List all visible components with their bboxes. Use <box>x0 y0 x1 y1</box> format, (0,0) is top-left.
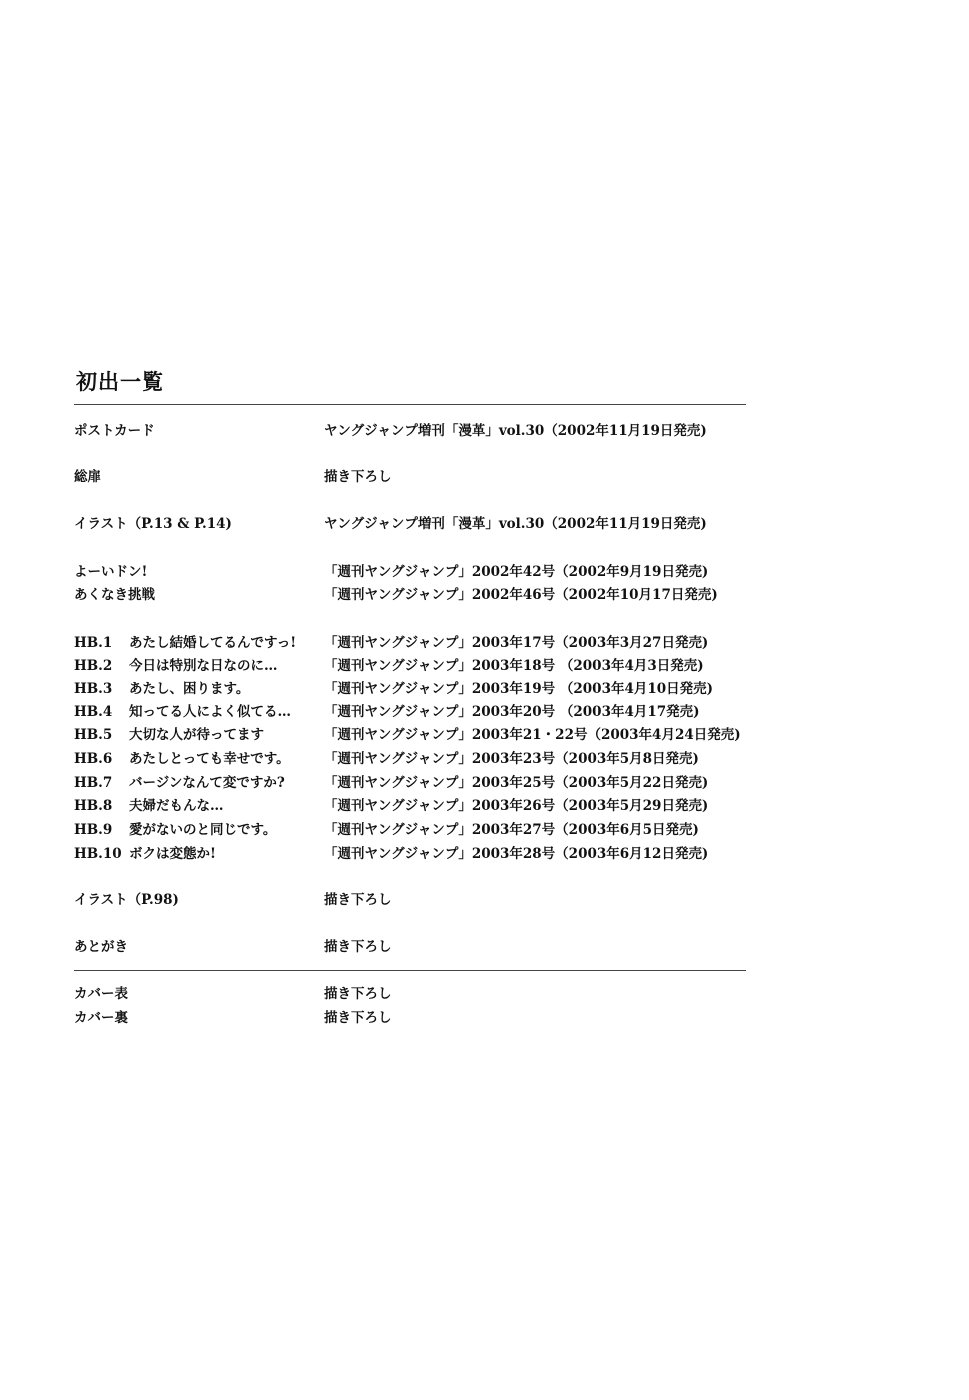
hb-row <box>0 772 969 794</box>
entry-label: カバー裏 <box>74 1010 128 1026</box>
hb-title: 夫婦だもんな… <box>129 798 224 814</box>
entry-label: あとがき <box>74 939 128 955</box>
hb-number: HB.10 <box>74 846 122 862</box>
entry-illust-p98 <box>0 889 969 911</box>
hb-row <box>0 724 969 746</box>
hb-source: 「週刊ヤングジャンプ」2003年20号 （2003年4月17発売) <box>324 704 700 720</box>
entry-sotobira <box>0 466 969 488</box>
entry-source: 「週刊ヤングジャンプ」2002年42号（2002年9月19日発売) <box>324 564 709 580</box>
hb-row <box>0 678 969 700</box>
hb-number: HB.8 <box>74 798 113 814</box>
hb-title: バージンなんて変ですか? <box>129 775 285 791</box>
hb-title: 知ってる人によく似てる… <box>129 704 291 720</box>
hb-title: あたし結婚してるんですっ! <box>129 635 297 651</box>
entry-cover-back <box>0 1007 969 1029</box>
entry-illust-p13 <box>0 513 969 535</box>
hb-row <box>0 655 969 677</box>
hb-number: HB.3 <box>74 681 113 697</box>
hb-number: HB.1 <box>74 635 113 651</box>
entry-source: 描き下ろし <box>324 986 392 1002</box>
hb-number: HB.9 <box>74 822 113 838</box>
hb-row <box>0 748 969 770</box>
hb-row <box>0 819 969 841</box>
bottom-divider <box>74 970 746 971</box>
hb-row <box>0 632 969 654</box>
entry-source: 描き下ろし <box>324 1010 392 1026</box>
hb-source: 「週刊ヤングジャンプ」2003年28号（2003年6月12日発売) <box>324 846 709 862</box>
hb-title: 大切な人が待ってます <box>129 727 264 743</box>
entry-akunaki <box>0 584 969 606</box>
hb-source: 「週刊ヤングジャンプ」2003年21・22号（2003年4月24日発売) <box>324 727 741 743</box>
hb-source: 「週刊ヤングジャンプ」2003年17号（2003年3月27日発売) <box>324 635 709 651</box>
hb-row <box>0 701 969 723</box>
entry-source: ヤングジャンプ増刊「漫革」vol.30（2002年11月19日発売) <box>324 423 707 439</box>
hb-source: 「週刊ヤングジャンプ」2003年18号 （2003年4月3日発売) <box>324 658 704 674</box>
entry-label: カバー表 <box>74 986 128 1002</box>
entry-label: よーいドン! <box>74 564 148 580</box>
hb-number: HB.2 <box>74 658 113 674</box>
hb-title: あたし、困ります。 <box>129 681 250 697</box>
entry-cover-front <box>0 983 969 1005</box>
hb-row <box>0 843 969 865</box>
hb-source: 「週刊ヤングジャンプ」2003年25号（2003年5月22日発売) <box>324 775 709 791</box>
hb-source: 「週刊ヤングジャンプ」2003年26号（2003年5月29日発売) <box>324 798 709 814</box>
hb-title: あたしとっても幸せです。 <box>129 751 290 767</box>
hb-number: HB.4 <box>74 704 113 720</box>
entry-source: ヤングジャンプ増刊「漫革」vol.30（2002年11月19日発売) <box>324 516 707 532</box>
entry-postcard <box>0 420 969 442</box>
hb-source: 「週刊ヤングジャンプ」2003年27号（2003年6月5日発売) <box>324 822 699 838</box>
hb-row <box>0 795 969 817</box>
entry-source: 描き下ろし <box>324 939 392 955</box>
entry-yoidon <box>0 561 969 583</box>
entry-label: イラスト（P.13 & P.14) <box>74 516 232 532</box>
entry-label: イラスト（P.98) <box>74 892 179 908</box>
entry-source: 描き下ろし <box>324 469 392 485</box>
hb-title: 今日は特別な日なのに… <box>129 658 278 674</box>
entry-source: 「週刊ヤングジャンプ」2002年46号（2002年10月17日発売) <box>324 587 718 603</box>
hb-number: HB.5 <box>74 727 113 743</box>
hb-title: ボクは変態か! <box>129 846 216 862</box>
entry-label: 総扉 <box>74 469 101 485</box>
hb-number: HB.6 <box>74 751 113 767</box>
hb-source: 「週刊ヤングジャンプ」2003年19号 （2003年4月10日発売) <box>324 681 714 697</box>
entry-label: ポストカード <box>74 423 155 439</box>
hb-number: HB.7 <box>74 775 113 791</box>
entry-atogaki <box>0 936 969 958</box>
entry-source: 描き下ろし <box>324 892 392 908</box>
entry-label: あくなき挑戦 <box>74 587 155 603</box>
page-title: 初出一覧 <box>76 369 164 394</box>
hb-title: 愛がないのと同じです。 <box>129 822 277 838</box>
top-divider <box>74 404 746 405</box>
hb-source: 「週刊ヤングジャンプ」2003年23号（2003年5月8日発売) <box>324 751 699 767</box>
